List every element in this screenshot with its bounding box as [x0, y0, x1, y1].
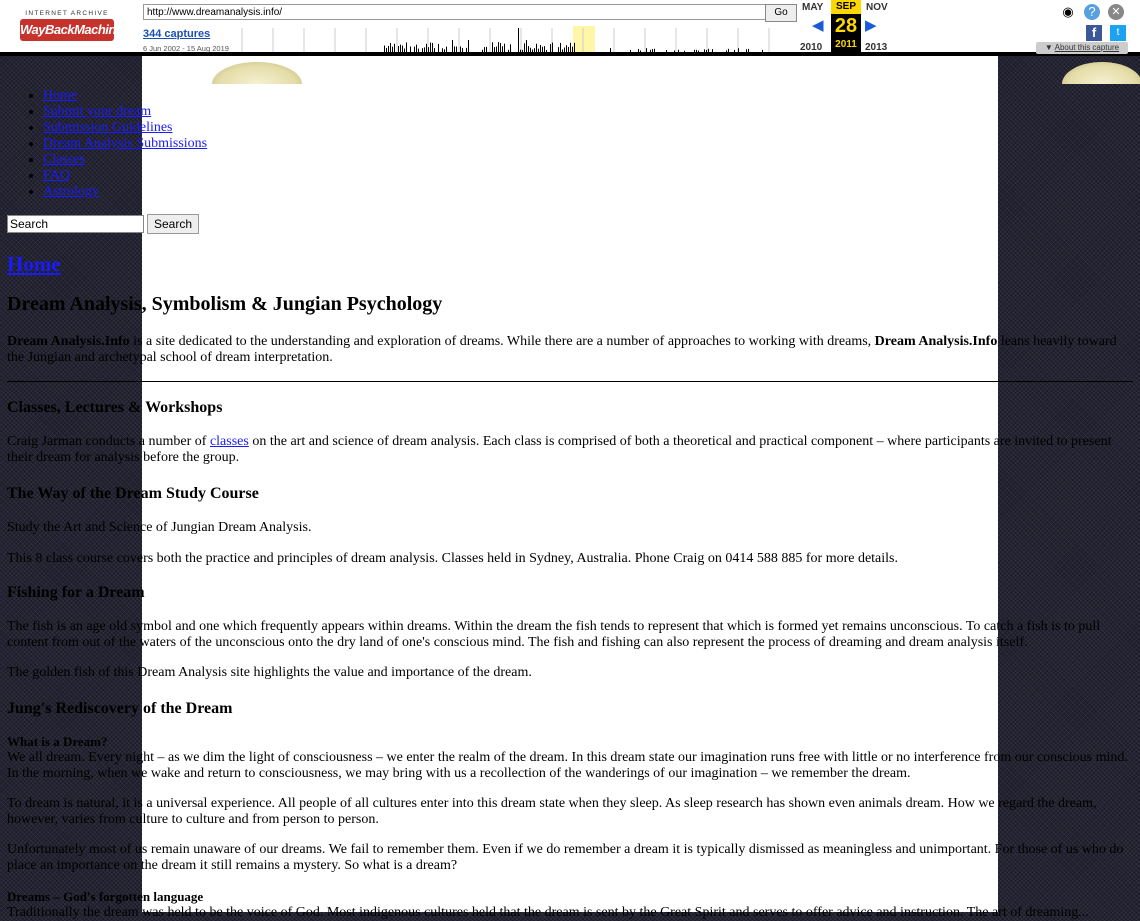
wayback-toolbar [0, 0, 1140, 56]
wayback-logo-wordmark: WayBackMachine [20, 19, 114, 41]
subheading-what-is-dream: What is a Dream? [7, 734, 108, 749]
histogram-bar [646, 48, 647, 52]
histogram-bar [430, 43, 431, 52]
histogram-bar [762, 50, 763, 52]
histogram-bar [510, 44, 511, 52]
histogram-bar [698, 51, 699, 52]
histogram-bar [434, 48, 435, 52]
histogram-bar [462, 48, 463, 52]
histogram-bar [384, 46, 385, 52]
histogram-highlight [573, 26, 595, 52]
histogram-bar [418, 49, 419, 52]
nav-link-classes[interactable]: Classes [43, 152, 85, 167]
histogram-bar [550, 44, 551, 52]
histogram-bar [468, 40, 469, 52]
histogram-bar [504, 44, 505, 52]
histogram-bar [460, 46, 461, 52]
histogram-bar [496, 46, 497, 52]
subheading-gods-language: Dreams – God's forgotten language [7, 889, 204, 904]
wayback-next-year[interactable]: 2013 [865, 42, 888, 53]
wayback-prev-year[interactable]: 2010 [800, 42, 823, 53]
study-course-p1: Study the Art and Science of Jungian Dream Analysis. [7, 520, 312, 535]
nav-item-guidelines [43, 120, 1140, 136]
histogram-bar [502, 46, 503, 52]
histogram-year-ticks [242, 28, 769, 52]
study-course-p2: This 8 class course covers both the practice and principles of dream analysis. Classes held in Sydney, Australia. Phone Craig on 0414 588 885 for more details. [7, 551, 899, 566]
histogram-bar [536, 44, 537, 52]
nav-link-home[interactable]: Home [43, 88, 78, 103]
histogram-bar [746, 49, 747, 52]
wayback-next-arrow-icon[interactable]: ▶ [865, 17, 877, 34]
histogram-bar [712, 49, 713, 52]
nav-link-faq[interactable]: FAQ [43, 168, 70, 183]
histogram-bar [388, 46, 389, 52]
wayback-capture-histogram[interactable] [236, 26, 796, 52]
histogram-bar [442, 48, 443, 52]
histogram-bar [650, 50, 651, 52]
moon-decoration-right [1062, 62, 1140, 84]
histogram-bar [446, 47, 447, 52]
nav-item-astrology [43, 184, 1140, 200]
jung-p1-text: We all dream. Every night – as we dim the light of consciousness – we enter the realm of the dream. In this dream state our imagination runs free with little or no interference from our conscious mind. In the morning, when we wake and return to consciousness, we may bring with us a recollection of the wanderings of our imagination – we remember the dream. [7, 750, 1128, 781]
nav-link-submit[interactable]: Submit your dream [43, 104, 152, 119]
histogram-bar [564, 48, 565, 52]
wayback-about-capture[interactable]: ▼ About this capture [1036, 42, 1128, 54]
histogram-bar [552, 43, 553, 52]
wayback-captures-link[interactable]: 344 captures [143, 28, 211, 40]
histogram-bar [528, 46, 529, 52]
help-icon[interactable]: ? [1084, 4, 1100, 20]
nav-item-classes [43, 152, 1140, 168]
wayback-prev-month[interactable]: MAY [802, 2, 824, 13]
histogram-bar [456, 46, 457, 52]
histogram-bar [424, 47, 425, 52]
histogram-bar [414, 47, 415, 52]
page-title: Dream Analysis, Symbolism & Jungian Psychology [7, 293, 443, 315]
histogram-bar [522, 50, 523, 52]
fishing-p2: The golden fish of this Dream Analysis site highlights the value and importance of the dream. [7, 665, 532, 680]
histogram-bar [482, 50, 483, 52]
wayback-logo-caption: INTERNET ARCHIVE [25, 10, 109, 17]
main-navigation [0, 88, 1140, 200]
jung-p3: Unfortunately most of us remain unaware of our dreams. We fail to remember them. Even if we do remember a dream it is typically dismissed as meaningless and unimportant. For those of us who do place an importance on the dream it still remains a mystery. So what is a dream? [7, 842, 1124, 873]
histogram-bar [426, 44, 427, 52]
histogram-bar [558, 47, 559, 52]
histogram-bar [526, 40, 527, 52]
facebook-icon[interactable]: f [1086, 25, 1102, 41]
histogram-bar [654, 49, 655, 52]
wayback-current-day: 28 [834, 15, 858, 37]
wayback-go-button[interactable]: Go [765, 4, 797, 22]
histogram-bar [540, 45, 541, 52]
wayback-about-label: About this capture [1054, 43, 1120, 52]
wayback-logo[interactable] [16, 6, 123, 46]
histogram-bar [400, 45, 401, 52]
histogram-bar [386, 48, 387, 52]
search-input[interactable] [7, 215, 144, 233]
classes-text-a: Craig Jarman conducts a number of [7, 434, 210, 449]
histogram-bar [454, 46, 455, 52]
histogram-bar [530, 48, 531, 52]
histogram-bar [544, 46, 545, 52]
histogram-bar [678, 50, 679, 52]
wayback-url-input[interactable] [143, 4, 767, 20]
classes-link[interactable]: classes [209, 434, 249, 449]
twitter-icon[interactable]: t [1110, 25, 1126, 41]
histogram-bar [392, 47, 393, 52]
histogram-bar [486, 47, 487, 52]
histogram-bar [492, 42, 493, 52]
wayback-prev-arrow-icon[interactable]: ◀ [812, 17, 824, 34]
jung-p4-text: Traditionally the dream was held to be the voice of God. Most indigenous cultures held that the dream is sent by the Great Spirit and serves to offer advice and instruction. The art of dreaming... [7, 905, 1089, 920]
section-title-study-course: The Way of the Dream Study Course [7, 485, 259, 502]
jung-p1 [7, 734, 1133, 782]
histogram-bar [708, 49, 709, 52]
histogram-bar [638, 49, 639, 52]
jung-p2: To dream is natural, it is a universal experience. All people of all cultures enter into this dream state when they sleep. As sleep research has shown even animals dream. How we regard the dream, however, varies from culture to culture and from person to person. [7, 796, 1097, 827]
divider [7, 381, 1133, 382]
histogram-bar [398, 46, 399, 52]
histogram-bar [524, 43, 525, 52]
histogram-bar [560, 43, 561, 52]
histogram-bar [438, 44, 439, 52]
intro-site-name: Dream Analysis.Info [7, 334, 130, 349]
intro-text-1: is a site dedicated to the understanding and exploration of dreams. While there are a number of approaches to working with dreams, [129, 334, 875, 349]
histogram-bar [666, 50, 667, 52]
jung-p4 [7, 889, 1133, 921]
histogram-bar [694, 50, 695, 52]
histogram-bar [652, 49, 653, 52]
histogram-bar [406, 42, 407, 52]
histogram-bar [674, 51, 675, 52]
histogram-bar [696, 50, 697, 52]
histogram-bar [518, 28, 519, 52]
histogram-bar [610, 48, 611, 52]
wayback-current-month: SEP [831, 0, 861, 14]
histogram-bar [520, 50, 521, 52]
nav-link-guidelines[interactable]: Submission Guidelines [43, 120, 173, 135]
search-button[interactable]: Search [147, 214, 199, 234]
histogram-bar [572, 47, 573, 52]
histogram-bar [538, 49, 539, 52]
histogram-bar [422, 48, 423, 52]
section-title-fishing: Fishing for a Dream [7, 584, 145, 601]
nav-link-submissions[interactable]: Dream Analysis Submissions [43, 136, 208, 151]
histogram-bar [640, 50, 641, 52]
histogram-bar [738, 48, 739, 52]
histogram-bar [466, 48, 467, 52]
page-content [0, 88, 1140, 920]
histogram-bar [500, 43, 501, 52]
histogram-bar [452, 40, 453, 52]
histogram-bar [410, 46, 411, 52]
histogram-bar [534, 48, 535, 52]
intro-text-2: leans heavily toward the Jungian and archetypal school of dream interpretation. [7, 334, 1117, 365]
histogram-bar [684, 51, 685, 52]
histogram-bar [498, 42, 499, 52]
intro-paragraph [7, 334, 1133, 366]
search-form [7, 214, 199, 234]
close-icon[interactable]: ✕ [1108, 4, 1124, 20]
histogram-bar [748, 49, 749, 52]
wayback-capture-range: 6 Jun 2002 - 15 Aug 2019 [143, 44, 229, 53]
histogram-bar [432, 43, 433, 52]
histogram-bar [494, 47, 495, 52]
histogram-bar [570, 43, 571, 52]
section-title-classes: Classes, Lectures & Workshops [7, 399, 223, 416]
histogram-bar [566, 45, 567, 52]
histogram-bar [428, 47, 429, 52]
user-icon[interactable]: ◉ [1062, 4, 1074, 19]
nav-item-faq [43, 168, 1140, 184]
wayback-current-date [831, 0, 861, 54]
nav-item-submit [43, 104, 1140, 120]
histogram-bar [542, 47, 543, 52]
histogram-bar [574, 43, 575, 52]
intro-site-name-2: Dream Analysis.Info [874, 334, 998, 349]
histogram-bar [484, 47, 485, 52]
histogram-bar [734, 50, 735, 52]
histogram-bar [728, 49, 729, 52]
fishing-p1: The fish is an age old symbol and one which frequently appears within dreams. Within the dream the fish tends to represent that which is formed yet remains unconscious. To catch a fish is to pull content from out of the waters of the unconscious onto the dry land of one's conscious mind. The fish and fishing can also represent the process of dreaming and dream analysis itself. [7, 619, 1101, 650]
nav-item-submissions [43, 136, 1140, 152]
histogram-bar [568, 47, 569, 52]
histogram-bar [390, 43, 391, 52]
histogram-bar [404, 49, 405, 52]
wayback-current-year: 2011 [835, 39, 857, 50]
histogram-bar [416, 45, 417, 52]
nav-item-home [43, 88, 1140, 104]
histogram-bar [704, 49, 705, 52]
histogram-bar [562, 49, 563, 52]
histogram-bar [444, 49, 445, 52]
home-heading [7, 252, 61, 277]
histogram-bar [508, 50, 509, 52]
histogram-bar [394, 44, 395, 52]
classes-paragraph [7, 434, 1133, 466]
histogram-bar [726, 50, 727, 52]
section-title-jung: Jung's Rediscovery of the Dream [7, 700, 233, 717]
histogram-bar [546, 50, 547, 52]
classes-text-b: on the art and science of dream analysis. Each class is comprised of both a theoretical and practical component – where participants are invited to present their dream for analysis before the group. [7, 434, 1112, 465]
home-heading-link[interactable]: Home [7, 252, 61, 276]
histogram-bar [706, 50, 707, 52]
histogram-bar [402, 46, 403, 52]
histogram-bar [532, 49, 533, 52]
nav-link-astrology[interactable]: Astrology [43, 184, 99, 199]
wayback-next-month[interactable]: NOV [866, 2, 888, 13]
histogram-bar [630, 50, 631, 52]
